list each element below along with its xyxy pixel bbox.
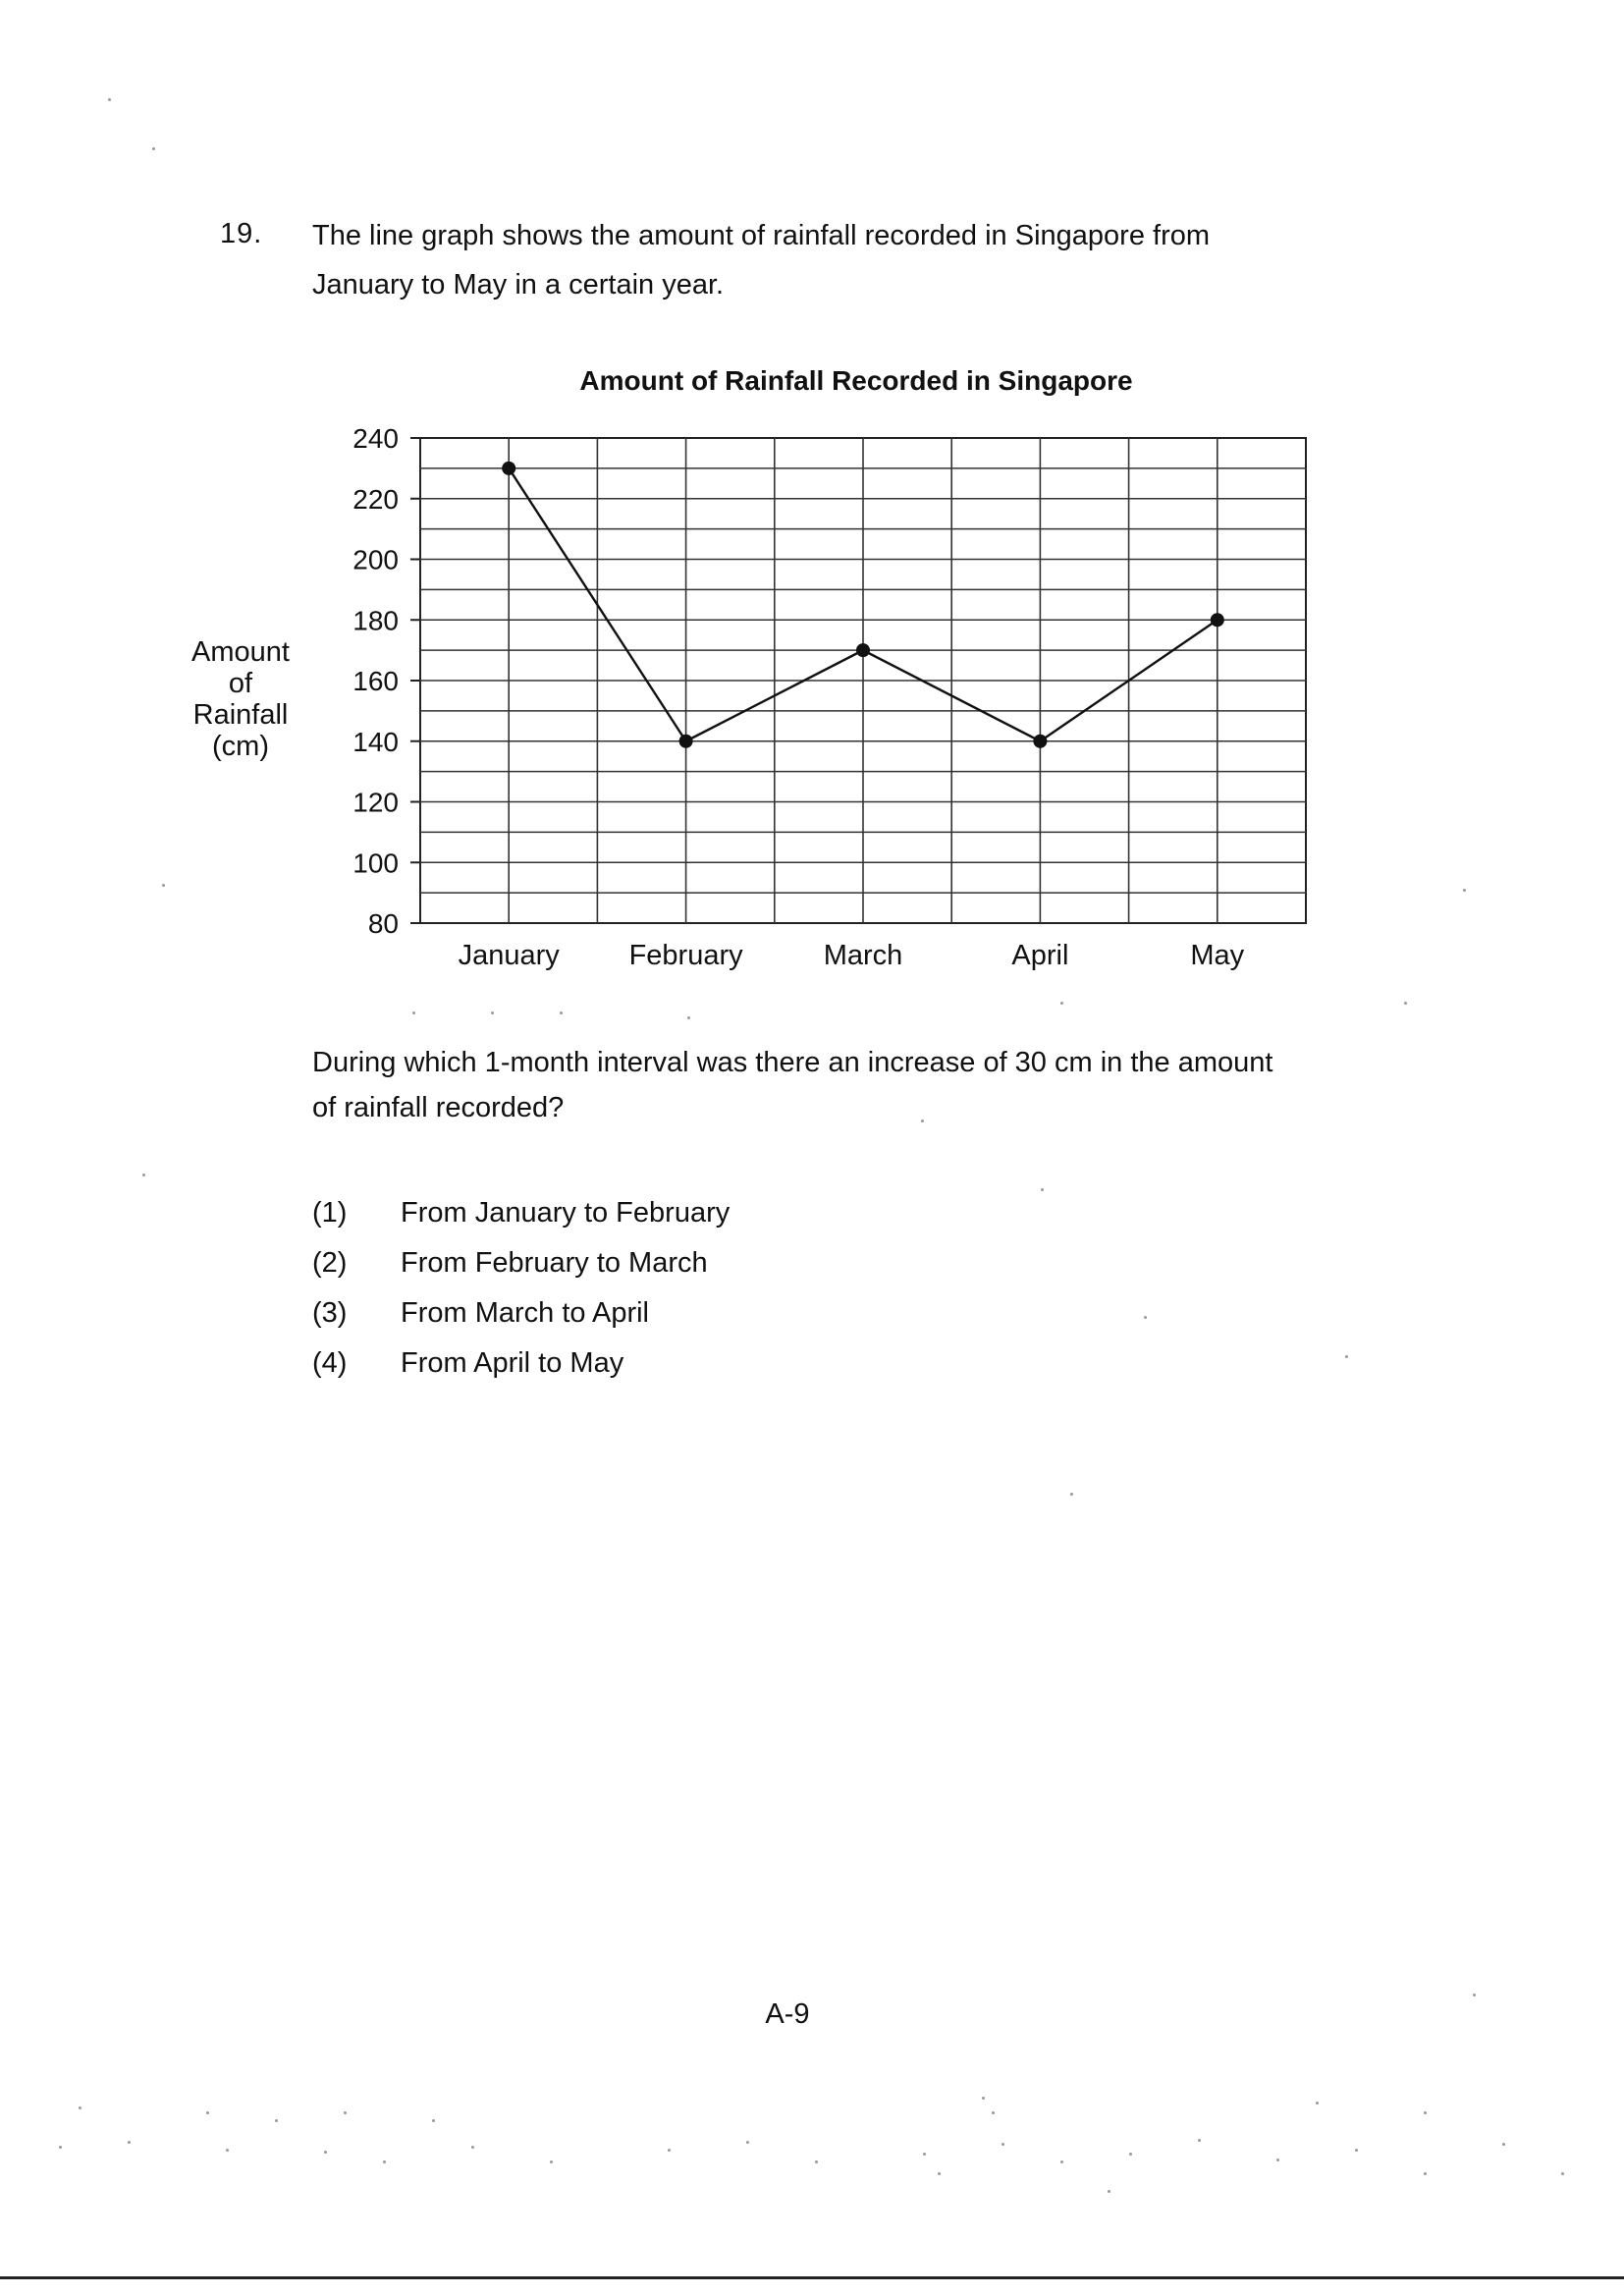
option-3-number: (3) — [312, 1297, 348, 1329]
x-tick-label: February — [628, 940, 743, 971]
scan-speck — [471, 2146, 474, 2149]
scan-speck — [1041, 1188, 1044, 1191]
y-tick-label: 220 — [352, 483, 399, 515]
y-tick-label: 140 — [352, 726, 399, 757]
data-point — [1211, 613, 1224, 627]
scan-speck — [1276, 2159, 1279, 2161]
scan-speck — [128, 2141, 131, 2144]
x-tick-label: April — [1011, 940, 1069, 971]
scan-speck — [1561, 2172, 1564, 2175]
scan-speck — [412, 1011, 415, 1014]
option-1-number: (1) — [312, 1197, 348, 1229]
question-number: 19. — [220, 218, 263, 249]
scan-speck — [108, 98, 111, 101]
x-tick-label: March — [823, 940, 903, 971]
x-tick-label: January — [458, 940, 560, 971]
option-2-text: From February to March — [401, 1247, 708, 1279]
scan-speck — [1316, 2102, 1319, 2105]
scan-speck — [921, 1120, 924, 1122]
y-tick-label: 100 — [352, 847, 399, 879]
scan-speck — [1060, 1002, 1063, 1005]
scan-speck — [432, 2119, 435, 2122]
scan-speck — [1502, 2143, 1505, 2146]
scan-speck — [1060, 2160, 1063, 2163]
y-axis-label-line: Amount of — [191, 636, 290, 699]
rainfall-line-chart — [0, 0, 1624, 1002]
data-point — [1033, 735, 1047, 748]
scan-speck — [59, 2146, 62, 2149]
scan-speck — [226, 2149, 229, 2152]
y-tick-label: 180 — [352, 605, 399, 636]
scan-speck — [1108, 2190, 1110, 2193]
question-stem-line-2: of rainfall recorded? — [312, 1092, 565, 1123]
scan-speck — [206, 2111, 209, 2114]
y-tick-label: 80 — [367, 908, 399, 939]
scan-speck — [1144, 1316, 1147, 1319]
data-point — [679, 735, 693, 748]
question-text-line-1: The line graph shows the amount of rainfall recorded in Singapore from — [312, 220, 1211, 251]
scan-speck — [162, 884, 165, 887]
scan-speck — [491, 1011, 494, 1014]
scan-speck — [1424, 2111, 1427, 2114]
scan-speck — [142, 1174, 145, 1176]
y-tick-label: 240 — [352, 423, 399, 454]
y-axis-label-line: (cm) — [212, 731, 269, 762]
option-4-text: From April to May — [401, 1347, 624, 1379]
scan-speck — [1001, 2143, 1004, 2146]
option-1-text: From January to February — [401, 1197, 731, 1229]
scan-speck — [1404, 1002, 1407, 1005]
scan-speck — [560, 1011, 563, 1014]
scan-speck — [1355, 2149, 1358, 2152]
scan-speck — [982, 2097, 985, 2100]
y-tick-label: 120 — [352, 787, 399, 818]
scan-speck — [1198, 2139, 1201, 2142]
page-number: A-9 — [765, 1998, 810, 2030]
scan-speck — [1129, 2153, 1132, 2156]
scan-speck — [938, 2172, 941, 2175]
scan-speck — [550, 2160, 553, 2163]
scan-speck — [79, 2106, 81, 2109]
question-text-line-2: January to May in a certain year. — [312, 269, 725, 301]
scan-speck — [1463, 889, 1466, 892]
scan-speck — [746, 2141, 749, 2144]
scan-speck — [275, 2119, 278, 2122]
y-tick-label: 200 — [352, 544, 399, 575]
scan-speck — [668, 2149, 671, 2152]
scan-speck — [1345, 1355, 1348, 1358]
y-axis-label-line: Rainfall — [192, 699, 289, 731]
scan-speck — [923, 2153, 926, 2156]
scan-speck — [383, 2160, 386, 2163]
scan-speck — [992, 2111, 995, 2114]
bottom-rule — [0, 2276, 1624, 2279]
chart-title: Amount of Rainfall Recorded in Singapore — [579, 365, 1133, 396]
scan-speck — [344, 2111, 347, 2114]
scan-speck — [1070, 1493, 1073, 1496]
scan-speck — [1473, 1994, 1476, 1996]
data-point — [502, 462, 515, 475]
option-2-number: (2) — [312, 1247, 348, 1279]
data-point — [856, 643, 870, 657]
scan-speck — [815, 2160, 818, 2163]
y-tick-label: 160 — [352, 666, 399, 696]
scan-speck — [324, 2151, 327, 2154]
option-4-number: (4) — [312, 1347, 348, 1379]
scan-speck — [1424, 2172, 1427, 2175]
scan-speck — [687, 1016, 690, 1019]
question-stem-line-1: During which 1-month interval was there an increase of 30 cm in the amount — [312, 1047, 1273, 1078]
option-3-text: From March to April — [401, 1297, 649, 1329]
x-tick-label: May — [1190, 940, 1245, 971]
scan-speck — [152, 147, 155, 150]
